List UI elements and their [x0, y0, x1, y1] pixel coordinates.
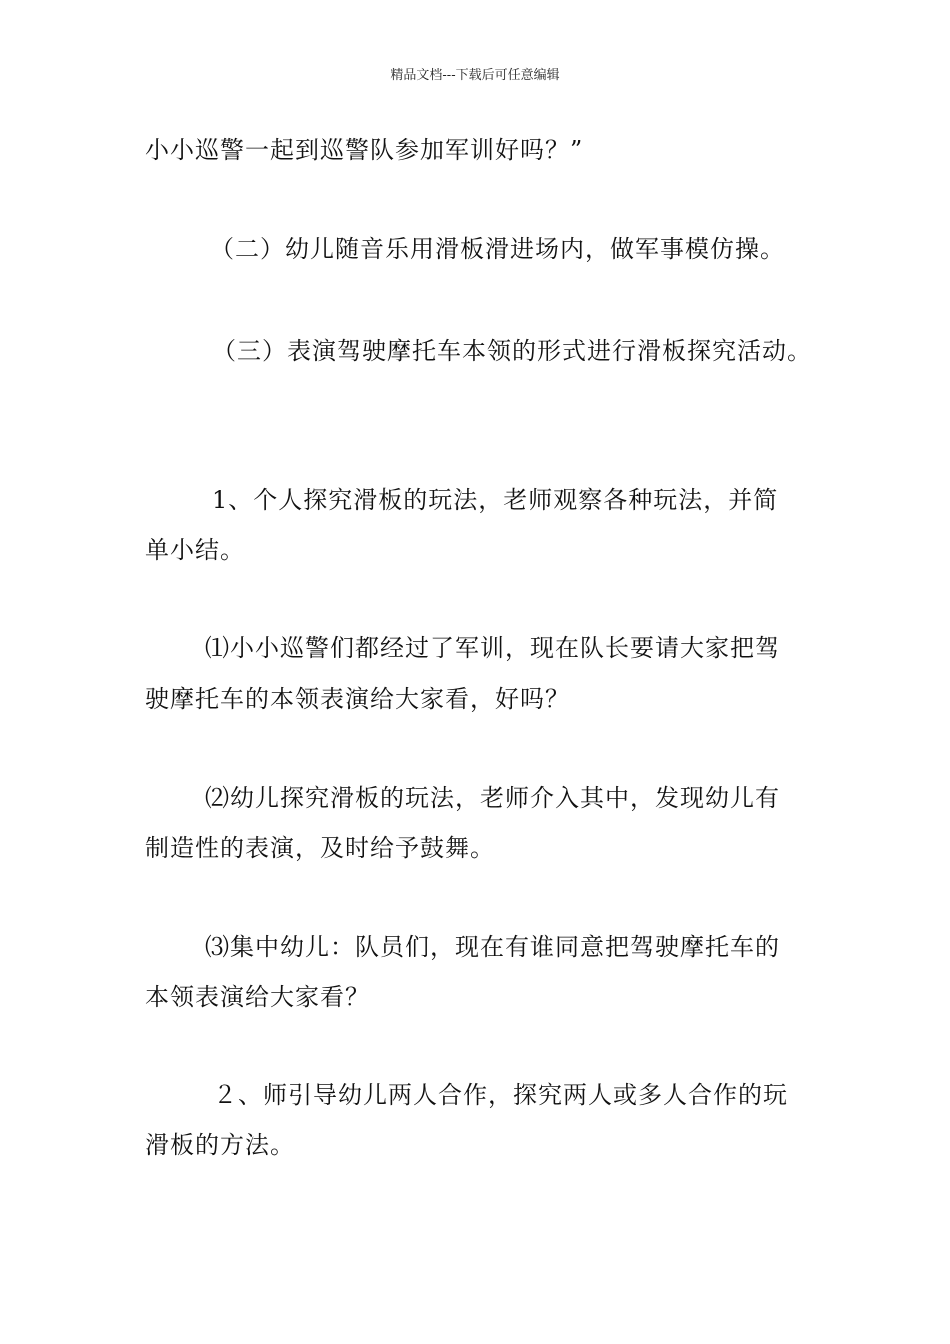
paragraph-line: 滑板的方法。 [145, 1131, 295, 1159]
paragraph-line: 小小巡警一起到巡警队参加军训好吗？” [145, 136, 584, 164]
paragraph-line: 制造性的表演，及时给予鼓舞。 [145, 834, 495, 862]
paragraph-line: ２、师引导幼儿两人合作，探究两人或多人合作的玩 [213, 1081, 788, 1109]
page-header: 精品文档---下载后可任意编辑 [390, 68, 560, 83]
paragraph-line: ⑵幼儿探究滑板的玩法，老师介入其中，发现幼儿有 [205, 784, 780, 812]
paragraph-line: 本领表演给大家看？ [145, 983, 370, 1011]
paragraph-line: （三）表演驾驶摩托车本领的形式进行滑板探究活动。 [212, 337, 812, 365]
paragraph-line: 驶摩托车的本领表演给大家看，好吗？ [145, 685, 570, 713]
paragraph-line: 1、个人探究滑板的玩法，老师观察各种玩法，并简 [212, 486, 779, 514]
paragraph-line: ⑴小小巡警们都经过了军训，现在队长要请大家把驾 [205, 634, 780, 662]
paragraph-line: ⑶集中幼儿：队员们，现在有谁同意把驾驶摩托车的 [205, 933, 780, 961]
paragraph-line: （二）幼儿随音乐用滑板滑进场内，做军事模仿操。 [210, 235, 785, 263]
paragraph-line: 单小结。 [145, 536, 245, 564]
